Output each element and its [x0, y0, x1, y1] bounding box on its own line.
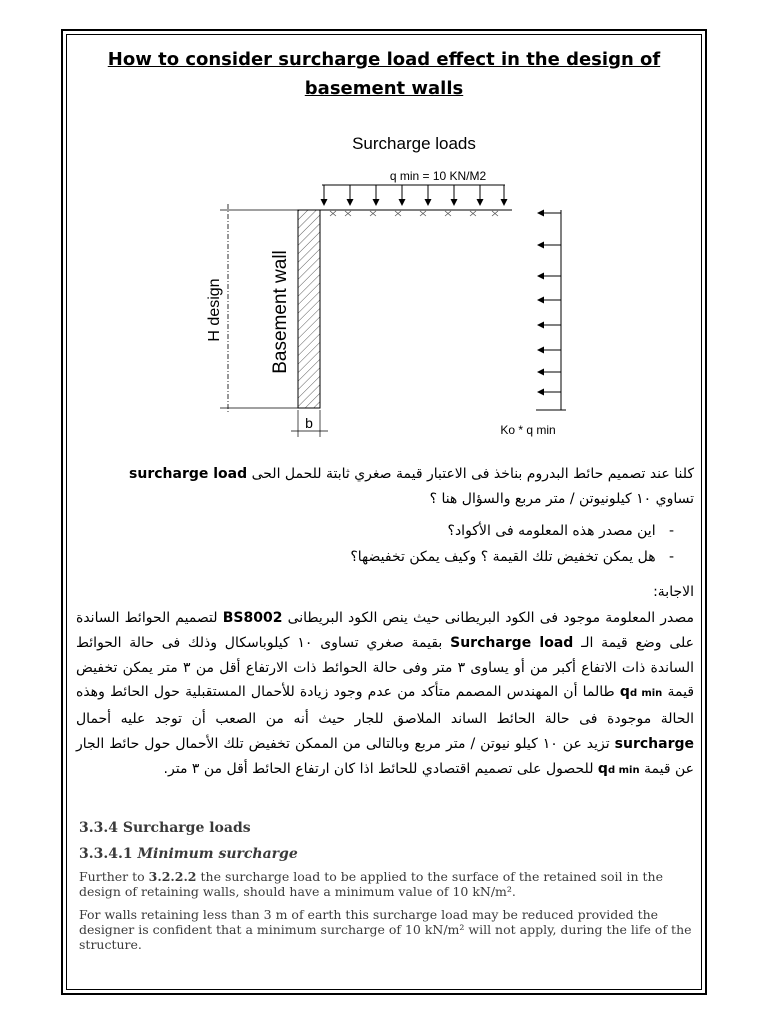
q-design-min	[598, 761, 640, 777]
question-bullet-text: هل يمكن تخفيض تلك القيمة ؟ وكيف يمكن تخفيضها؟	[350, 549, 656, 565]
q-subscript: d min	[607, 764, 640, 776]
code-citation	[79, 820, 694, 952]
pressure-arrows	[538, 213, 561, 392]
citation-paragraph-1	[79, 869, 694, 899]
answer-text: طالما أن المهندس المصمم متأكد من عدم وجود زيادة للأحمال المستقبلية حول الحائط وهذه الحالة موجودة فى حالة الحائط الساند الملاصق للجار حيث أنه من الصعب أن توجد عليه أحمال	[76, 684, 694, 728]
answer-heading: الاجابة:	[653, 584, 694, 600]
question-intro-text2: تساوي ١٠ كيلونيوتن / متر مربع والسؤال هنا ؟	[429, 491, 694, 507]
load-label: q min = 10 KN/M2	[389, 169, 487, 183]
q-symbol: q	[619, 684, 630, 701]
soil-marks	[330, 211, 498, 216]
citation-subsection	[79, 846, 694, 862]
q-design-min	[620, 684, 662, 700]
question-bullets	[76, 518, 694, 570]
citation-text: the surcharge load to be applied to the surface of the retained soil in the design of retaining walls, should have a minimum value of 10 kN/m².	[79, 869, 664, 899]
citation-subsection-title: Minimum surcharge	[137, 846, 298, 862]
page-title: How to consider surcharge load effect in the design of basement walls	[107, 49, 661, 99]
question-bullet: - هل يمكن تخفيض تلك القيمة ؟ وكيف يمكن تخفيضها؟	[350, 549, 674, 565]
answer-paragraph	[76, 606, 694, 784]
load-arrows	[324, 185, 504, 205]
question-bullet-text: اين مصدر هذه المعلومه فى الأكواد؟	[447, 523, 656, 539]
q-subscript: d min	[629, 688, 663, 700]
answer-term: Surcharge load	[450, 634, 574, 651]
thickness-label: b	[305, 415, 313, 431]
citation-section: 3.3.4 Surcharge loads	[79, 820, 251, 836]
wall-label: Basement wall	[270, 250, 291, 374]
height-label: H design	[206, 278, 223, 342]
answer-text: للحصول على تصميم اقتصادي للحائط اذا كان ارتفاع الحائط أقل من ٣ متر.	[163, 760, 594, 777]
answer-term: surcharge	[614, 735, 694, 752]
q-symbol: q	[597, 760, 608, 777]
question-intro-term: surcharge load	[129, 466, 248, 482]
basement-wall	[298, 210, 320, 408]
answer-text: بقيمة صغري تساوى ١٠ كيلوباسكال وذلك فى حالة الحوائط الساندة ذات الاتفاع أكبر من أو يساوى ٣ متر وفى حالة الحوائط ذات الارتفاع أقل من ٣ متر يمكن تخفيض قيمة	[76, 634, 695, 701]
citation-reference: 3.2.2.2	[148, 869, 197, 884]
citation-subsection-number: 3.3.4.1	[79, 846, 133, 862]
question-intro	[76, 462, 694, 512]
question-bullet: - اين مصدر هذه المعلومه فى الأكواد؟	[447, 523, 674, 539]
citation-text: Further to	[79, 869, 145, 884]
code-reference: BS8002	[222, 610, 283, 626]
pressure-label: Ko * q min	[500, 423, 556, 437]
answer-text: مصدر المعلومة موجود فى الكود البريطانى حيث ينص الكود البريطانى	[287, 610, 694, 626]
answer-text: لتصميم الحوائط الساندة على وضع قيمة الـ	[76, 610, 694, 651]
diagram-title: Surcharge loads	[352, 134, 476, 153]
citation-paragraph-2: For walls retaining less than 3 m of earth this surcharge load may be reduced provided the designer is confident that a minimum surcharge of 10 kN/m² will not apply, during the life of the structure.	[79, 907, 692, 952]
answer-text: تزيد عن ١٠ كيلو نيوتن / متر مربع وبالتالى من الممكن تخفيض تلك الأحمال حول حائط الجار عن قيمة	[76, 735, 694, 777]
question-intro-text: كلنا عند تصميم حائط البدروم بناخذ فى الاعتبار قيمة صغري ثابتة للحمل الحى	[251, 466, 694, 482]
